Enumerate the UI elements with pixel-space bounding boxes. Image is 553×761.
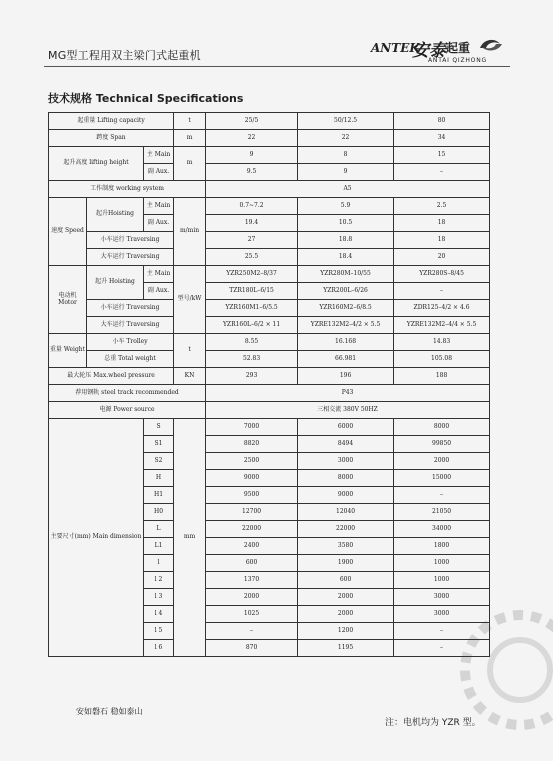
table-row xyxy=(49,198,490,215)
dim-key: L xyxy=(144,521,174,538)
sub-label: 副 Aux. xyxy=(144,283,174,300)
value-cell: – xyxy=(206,623,298,640)
unit-cell: m xyxy=(174,130,206,147)
value-cell: 1900 xyxy=(298,555,394,572)
value-cell: 2000 xyxy=(298,606,394,623)
value-cell: YZR160M2–6/8.5 xyxy=(298,300,394,317)
value-cell: 1800 xyxy=(394,538,490,555)
value-cell: YZR250M2–8/37 xyxy=(206,266,298,283)
value-cell: 三相交流 380V 50HZ xyxy=(206,402,490,419)
value-cell: YZR200L–6/26 xyxy=(298,283,394,300)
dim-key: l 2 xyxy=(144,572,174,589)
row-label: 起重量 Lifting capacity xyxy=(49,113,174,130)
value-cell: 10.5 xyxy=(298,215,394,232)
value-cell: – xyxy=(394,283,490,300)
value-cell: 9500 xyxy=(206,487,298,504)
value-cell: 1370 xyxy=(206,572,298,589)
row-label: 重量 Weight xyxy=(49,334,87,368)
value-cell: 14.83 xyxy=(394,334,490,351)
unit-cell: mm xyxy=(174,419,206,657)
unit-cell: KN xyxy=(174,368,206,385)
dim-key: l 4 xyxy=(144,606,174,623)
value-cell: 21050 xyxy=(394,504,490,521)
row-label: 电动机 Motor xyxy=(49,266,87,334)
sub-label: 小车 Trolley xyxy=(87,334,174,351)
value-cell: 8 xyxy=(298,147,394,164)
dim-key: l xyxy=(144,555,174,572)
company-logo xyxy=(360,36,510,70)
unit-cell: m xyxy=(174,147,206,181)
spec-table xyxy=(48,112,490,657)
value-cell: 66.981 xyxy=(298,351,394,368)
dim-key: l 5 xyxy=(144,623,174,640)
value-cell: 9000 xyxy=(298,487,394,504)
value-cell: 8.55 xyxy=(206,334,298,351)
row-label: 起升高度 lifting height xyxy=(49,147,144,181)
value-cell: 3000 xyxy=(394,589,490,606)
value-cell: P43 xyxy=(206,385,490,402)
value-cell: 8000 xyxy=(394,419,490,436)
page-header xyxy=(0,0,553,80)
value-cell: 52.83 xyxy=(206,351,298,368)
value-cell: 105.08 xyxy=(394,351,490,368)
table-row xyxy=(49,317,490,334)
value-cell: 9 xyxy=(298,164,394,181)
document-title: MG型工程用双主梁门式起重机 xyxy=(48,49,201,62)
value-cell: 50/12.5 xyxy=(298,113,394,130)
sub-label: 起升 Hoisting xyxy=(87,266,144,300)
unit-cell: 型号/kW xyxy=(174,266,206,334)
logo-brand: ANTEK xyxy=(371,41,420,55)
value-cell: 2000 xyxy=(206,589,298,606)
value-cell: – xyxy=(394,640,490,657)
value-cell: 18 xyxy=(394,215,490,232)
table-row xyxy=(49,334,490,351)
value-cell: YZRE132M2–4/4 × 5.5 xyxy=(394,317,490,334)
value-cell: 80 xyxy=(394,113,490,130)
sub-label: 小车运行 Traversing xyxy=(87,300,174,317)
row-label: 主要尺寸(mm) Main dimension xyxy=(49,419,144,657)
table-row xyxy=(49,266,490,283)
table-row xyxy=(49,113,490,130)
value-cell: 8820 xyxy=(206,436,298,453)
value-cell: 3000 xyxy=(298,453,394,470)
table-row xyxy=(49,249,490,266)
dim-key: l 6 xyxy=(144,640,174,657)
value-cell: 18.8 xyxy=(298,232,394,249)
value-cell: YZR160L–6/2 × 11 xyxy=(206,317,298,334)
value-cell: – xyxy=(394,487,490,504)
value-cell: 15 xyxy=(394,147,490,164)
value-cell: 1200 xyxy=(298,623,394,640)
value-cell: YZR160M1–6/5.5 xyxy=(206,300,298,317)
sub-label: 副 Aux. xyxy=(144,215,174,232)
value-cell: YZR280M–10/55 xyxy=(298,266,394,283)
value-cell: ZDR125–4/2 × 4.6 xyxy=(394,300,490,317)
value-cell: 25.5 xyxy=(206,249,298,266)
value-cell: 870 xyxy=(206,640,298,657)
row-label: 跨度 Span xyxy=(49,130,174,147)
table-row xyxy=(49,402,490,419)
value-cell: 600 xyxy=(206,555,298,572)
value-cell: 3000 xyxy=(394,606,490,623)
sub-label: 主 Main xyxy=(144,198,174,215)
header-divider xyxy=(44,66,510,67)
value-cell: – xyxy=(394,164,490,181)
value-cell: 22000 xyxy=(298,521,394,538)
value-cell: 2500 xyxy=(206,453,298,470)
table-row xyxy=(49,351,490,368)
table-row xyxy=(49,232,490,249)
dim-key: l 3 xyxy=(144,589,174,606)
sub-label: 大车运行 Traversing xyxy=(87,249,174,266)
value-cell: 34000 xyxy=(394,521,490,538)
value-cell: 34 xyxy=(394,130,490,147)
row-label: 荐用钢轨 steel track recommended xyxy=(49,385,206,402)
sub-label: 起升Hoisting xyxy=(87,198,144,232)
value-cell: 3580 xyxy=(298,538,394,555)
table-row xyxy=(49,300,490,317)
value-cell: 20 xyxy=(394,249,490,266)
value-cell: 8000 xyxy=(298,470,394,487)
value-cell: TZR180L–6/15 xyxy=(206,283,298,300)
value-cell: 99850 xyxy=(394,436,490,453)
value-cell: YZRE132M2–4/2 × 5.5 xyxy=(298,317,394,334)
value-cell: 27 xyxy=(206,232,298,249)
value-cell: 0.7~7.2 xyxy=(206,198,298,215)
value-cell: – xyxy=(394,623,490,640)
value-cell: 9.5 xyxy=(206,164,298,181)
value-cell: 5.9 xyxy=(298,198,394,215)
value-cell: 9 xyxy=(206,147,298,164)
table-row xyxy=(49,181,490,198)
dim-key: H0 xyxy=(144,504,174,521)
footnote: 注：电机均为 YZR 型。 xyxy=(385,718,481,728)
sub-label: 大车运行 Traversing xyxy=(87,317,174,334)
logo-chinese-name: 安泰 xyxy=(412,41,446,61)
value-cell: 1195 xyxy=(298,640,394,657)
value-cell: 2000 xyxy=(298,589,394,606)
unit-cell: t xyxy=(174,334,206,368)
logo-english-name: ANTAI QIZHONG xyxy=(428,57,487,64)
value-cell: 12700 xyxy=(206,504,298,521)
value-cell: 9000 xyxy=(206,470,298,487)
row-label: 速度 Speed xyxy=(49,198,87,266)
table-row xyxy=(49,130,490,147)
sub-label: 主 Main xyxy=(144,266,174,283)
dim-key: S1 xyxy=(144,436,174,453)
value-cell: 12040 xyxy=(298,504,394,521)
table-row xyxy=(49,419,490,436)
dim-key: L1 xyxy=(144,538,174,555)
logo-chinese-sub: 起重 xyxy=(446,41,471,55)
value-cell: 2.5 xyxy=(394,198,490,215)
dim-key: H xyxy=(144,470,174,487)
sub-label: 小车运行 Traversing xyxy=(87,232,174,249)
row-label: 最大轮压 Max.wheel pressure xyxy=(49,368,174,385)
sub-label: 副 Aux. xyxy=(144,164,174,181)
unit-cell: m/min xyxy=(174,198,206,266)
dim-key: S2 xyxy=(144,453,174,470)
table-row xyxy=(49,368,490,385)
value-cell: 2000 xyxy=(394,453,490,470)
value-cell: 18.4 xyxy=(298,249,394,266)
value-cell: 7000 xyxy=(206,419,298,436)
unit-cell: t xyxy=(174,113,206,130)
value-cell: 1000 xyxy=(394,555,490,572)
value-cell: 25/5 xyxy=(206,113,298,130)
row-label: 电源 Power source xyxy=(49,402,206,419)
table-row xyxy=(49,385,490,402)
value-cell: 8494 xyxy=(298,436,394,453)
value-cell: 1025 xyxy=(206,606,298,623)
value-cell: 22000 xyxy=(206,521,298,538)
section-title: 技术规格 Technical Specifications xyxy=(48,92,244,105)
slogan: 安如磐石 稳如泰山 xyxy=(76,707,143,716)
value-cell: YZR280S–8/45 xyxy=(394,266,490,283)
sub-label: 主 Main xyxy=(144,147,174,164)
value-cell: 188 xyxy=(394,368,490,385)
row-label: 工作制度 working system xyxy=(49,181,206,198)
value-cell: 15000 xyxy=(394,470,490,487)
sub-label: 总重 Total weight xyxy=(87,351,174,368)
value-cell: A5 xyxy=(206,181,490,198)
value-cell: 1000 xyxy=(394,572,490,589)
swirl-icon xyxy=(478,36,504,54)
value-cell: 19.4 xyxy=(206,215,298,232)
dim-key: H1 xyxy=(144,487,174,504)
value-cell: 196 xyxy=(298,368,394,385)
value-cell: 600 xyxy=(298,572,394,589)
value-cell: 293 xyxy=(206,368,298,385)
table-row xyxy=(49,147,490,164)
value-cell: 6000 xyxy=(298,419,394,436)
value-cell: 22 xyxy=(206,130,298,147)
value-cell: 16.168 xyxy=(298,334,394,351)
dim-key: S xyxy=(144,419,174,436)
value-cell: 2400 xyxy=(206,538,298,555)
value-cell: 22 xyxy=(298,130,394,147)
value-cell: 18 xyxy=(394,232,490,249)
